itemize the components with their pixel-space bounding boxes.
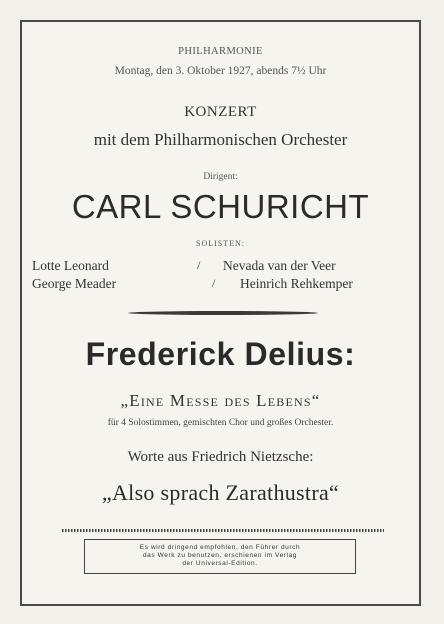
conductor-name: CARL SCHURICHT — [71, 188, 370, 225]
soloist-row — [32, 276, 412, 296]
source-work-title: „Also sprach Zarathustra“ — [101, 480, 340, 505]
soloist-name: Nevada van der Veer — [223, 258, 336, 273]
composer-name: Frederick Delius: — [85, 336, 356, 372]
dirigent-label: Dirigent: — [203, 172, 238, 182]
soloist-name: Heinrich Rehkemper — [240, 276, 353, 291]
scoring-line: für 4 Solostimmen, gemischten Chor und großes Orchester. — [107, 418, 334, 428]
date-line: Montag, den 3. Oktober 1927, abends 7½ Uhr — [114, 65, 327, 77]
notice-line: Es wird dringend empfohlen, den Führer durch — [139, 544, 301, 551]
solisten-label: SOLISTEN: — [196, 239, 245, 248]
publisher-notice-box — [84, 539, 356, 574]
soloist-name: George Meader — [32, 276, 117, 291]
soloist-separator: / — [197, 258, 201, 272]
soloist-separator: / — [212, 276, 216, 290]
text-source-line: Worte aus Friedrich Nietzsche: — [127, 449, 314, 465]
soloist-name: Lotte Leonard — [32, 258, 109, 273]
notice-line: der Universal-Edition. — [182, 560, 258, 567]
orchestra-line: mit dem Philharmonischen Orchester — [93, 130, 348, 149]
soloist-row — [32, 258, 412, 278]
dotted-rule — [62, 529, 384, 532]
ornamental-divider — [128, 311, 318, 315]
program-frame — [20, 20, 421, 606]
notice-line: das Werk zu benutzen, erschienen im Verlag — [142, 552, 298, 559]
konzert-heading: KONZERT — [184, 104, 257, 120]
work-title: „Eine Messe des Lebens“ — [120, 391, 321, 410]
venue-name: PHILHARMONIE — [178, 46, 263, 57]
